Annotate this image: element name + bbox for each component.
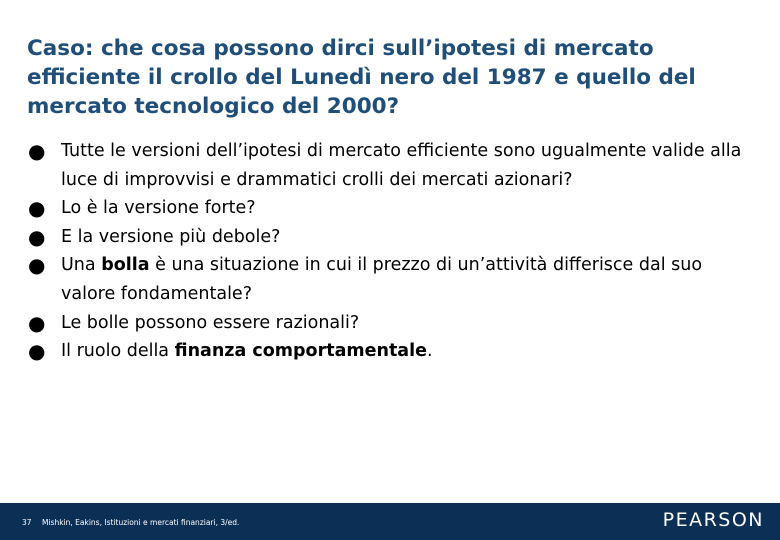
bullet-dot-icon: ● xyxy=(28,224,46,249)
bullet-text: Lo è la versione forte? xyxy=(61,198,256,219)
bullet-text-after: è una situazione in cui il prezzo di un’attività differisce dal suo valore fondamentale? xyxy=(61,255,703,304)
bullet-item xyxy=(28,337,758,366)
bullet-item xyxy=(28,137,758,194)
bullet-list xyxy=(28,137,758,366)
bullet-dot-icon: ● xyxy=(28,310,46,335)
bullet-bold-term: bolla xyxy=(101,255,150,276)
bullet-text: Le bolle possono essere razionali? xyxy=(61,312,360,333)
bullet-text-after: . xyxy=(426,341,433,362)
bullet-dot-icon: ● xyxy=(28,139,46,163)
bullet-text-before: Il ruolo della xyxy=(61,341,175,362)
bullet-text: Tutte le versioni dell’ipotesi di mercato efficiente sono ugualmente valide alla luce di improvvisi e drammatici crolli dei mercati azionari? xyxy=(61,141,742,190)
bullet-item xyxy=(28,309,758,338)
pearson-logo: PEARSON xyxy=(662,509,764,531)
bullet-bold-term: finanza comportamentale xyxy=(174,341,427,362)
bullet-item xyxy=(28,251,758,308)
footer-source: Mishkin, Eakins, Istituzioni e mercati finanziari, 3/ed. xyxy=(42,518,240,527)
bullet-text: E la versione più debole? xyxy=(61,226,281,247)
slide-title: Caso: che cosa possono dirci sull’ipotesi di mercato efficiente il crollo del Lunedì nero del 1987 e quello del mercato tecnologico del 2000? xyxy=(27,36,696,119)
bullet-item xyxy=(28,223,758,252)
page-number: 37 xyxy=(22,518,32,527)
bullet-dot-icon: ● xyxy=(28,253,46,278)
bullet-dot-icon: ● xyxy=(28,196,46,221)
bullet-text-before: Una xyxy=(61,255,102,276)
bullet-item xyxy=(28,194,758,223)
bullet-dot-icon: ● xyxy=(28,339,46,364)
footer-bar xyxy=(0,503,780,540)
